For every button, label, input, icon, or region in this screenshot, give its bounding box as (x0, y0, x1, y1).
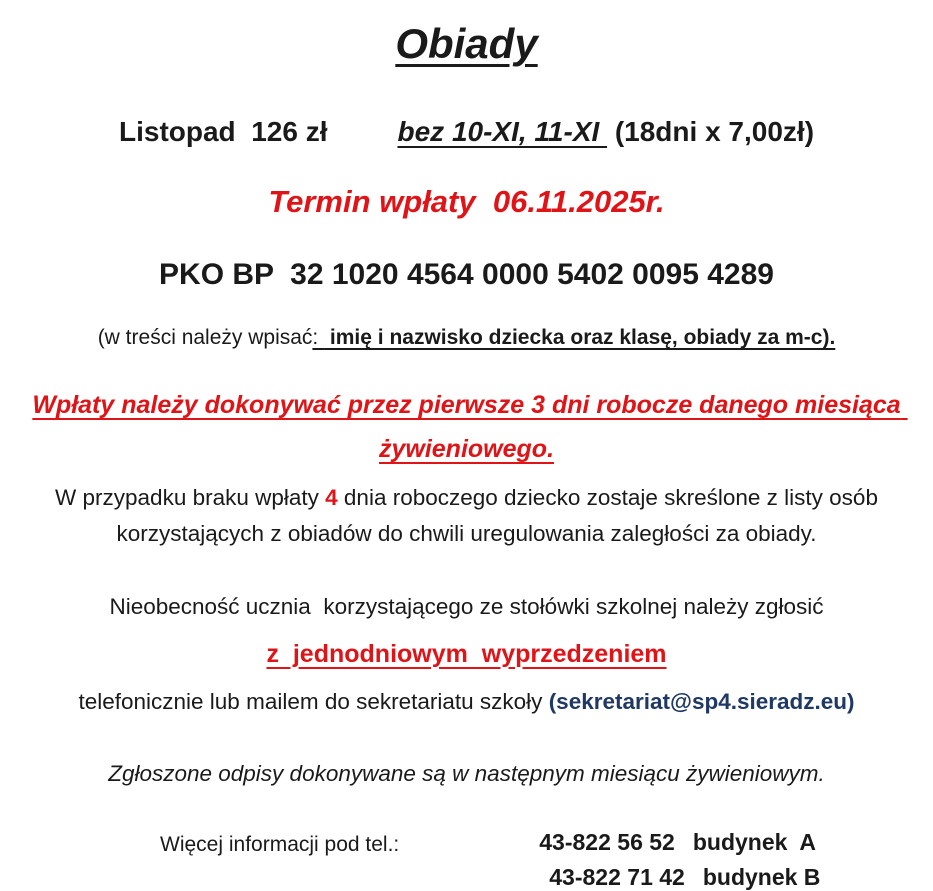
late-payment-paragraph (27, 480, 907, 552)
advance-notice-text: z jednodniowym wyprzedzeniem (266, 639, 667, 668)
phone-list (539, 829, 820, 891)
phone-number-b: 43-822 71 42 (549, 863, 685, 890)
transfer-note-prefix: (w treści należy wpisać (97, 326, 313, 349)
month-amount-text: Listopad 126 zł (118, 116, 328, 147)
excluded-dates-text: bez 10-XI, 11-XI (397, 116, 608, 147)
notice-title: Obiady (395, 20, 538, 67)
payment-rule-text: Wpłaty należy dokonywać przez pierwsze 3 dni robocze danego miesiąca żywieniowego. (32, 391, 908, 463)
phone-line-a (539, 829, 820, 856)
refunds-note-text: Zgłoszone odpisy dokonywane są w następnym miesiącu żywieniowym. (108, 760, 825, 786)
late-payment-before: W przypadku braku wpłaty (55, 484, 326, 510)
payment-deadline-text: Termin wpłaty 06.11.2025r. (268, 184, 665, 219)
absence-notice-text: Nieobecność ucznia korzystającego ze stołówki szkolnej należy zgłosić (109, 593, 824, 619)
secretariat-email: (sekretariat@sp4.sieradz.eu) (548, 688, 855, 714)
transfer-note-colon: : (312, 326, 325, 349)
phone-line-b (539, 864, 820, 891)
building-a-label: budynek A (692, 828, 816, 855)
more-info-label: Więcej informacji pod tel.: (160, 832, 400, 856)
bank-account-number: PKO BP 32 1020 4564 0000 5402 0095 4289 (159, 258, 774, 291)
more-info-block (0, 829, 933, 891)
transfer-note-required: imię i nazwisko dziecka oraz klasę, obiady za m-c). (324, 326, 836, 349)
price-calculation-text: (18dni x 7,00zł) (607, 116, 815, 147)
phone-number-a: 43-822 56 52 (539, 828, 675, 855)
contact-line (0, 689, 933, 715)
late-payment-after: dnia roboczego dziecko zostaje skreślone z listy osób korzystających z obiadów do chwili uregulowania zaległości za obiady. (116, 484, 885, 546)
late-payment-day-number: 4 (325, 484, 338, 510)
contact-methods-text: telefonicznie lub mailem do sekretariatu szkoły (78, 688, 549, 714)
building-b-label: budynek B (702, 863, 821, 890)
transfer-title-note (0, 326, 933, 350)
payment-rule-line (20, 384, 913, 472)
month-price-line (0, 116, 933, 148)
